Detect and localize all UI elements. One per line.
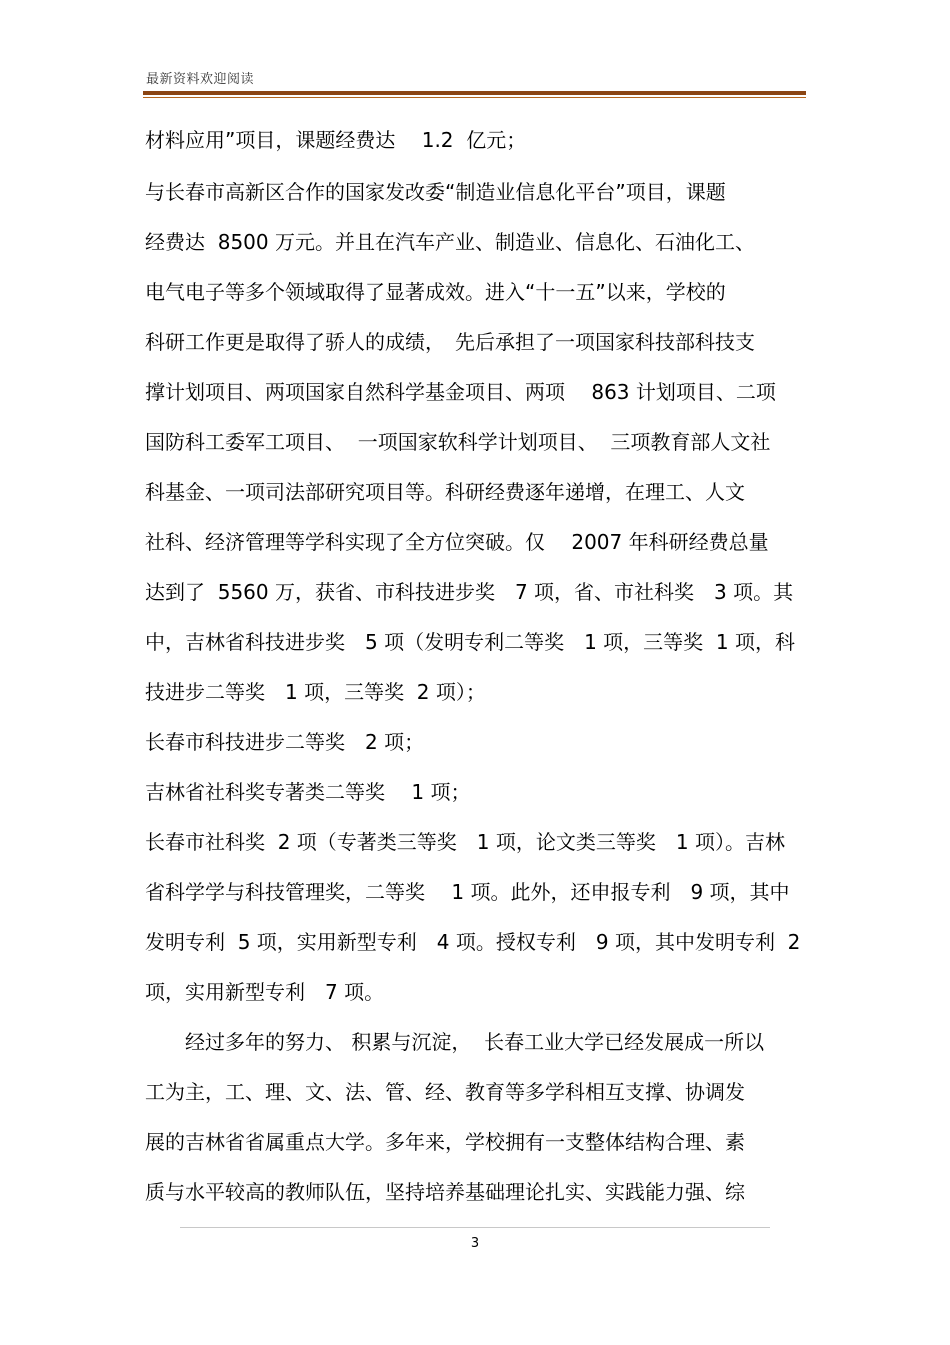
text-line: 撑计划项目、两项国家自然科学基金项目、两项 863 计划项目、二项 (145, 380, 776, 404)
header-title: 最新资料欢迎阅读 (146, 72, 255, 87)
text-line: 质与水平较高的教师队伍，坚持培养基础理论扎实、实践能力强、综 (145, 1180, 745, 1204)
text-line: 长春市社科奖 2 项（专著类三等奖 1 项，论文类三等奖 1 项）。吉林 (145, 830, 785, 854)
page-number: 3 (470, 1236, 480, 1251)
text-line: 吉林省社科奖专著类二等奖 1 项； (145, 780, 471, 804)
text-line: 经过多年的努力、 积累与沉淀， 长春工业大学已经发展成一所以 (145, 1030, 765, 1054)
text-line: 项，实用新型专利 7 项。 (145, 980, 385, 1004)
text-line: 长春市科技进步二等奖 2 项； (145, 730, 425, 754)
text-line: 材料应用”项目，课题经费达 1.2 亿元； (145, 128, 527, 152)
text-line: 达到了 5560 万，获省、市科技进步奖 7 项，省、市社科奖 3 项。其 (145, 580, 794, 604)
text-line: 经费达 8500 万元。并且在汽车产业、制造业、信息化、石油化工、 (145, 230, 755, 254)
text-line: 展的吉林省省属重点大学。多年来，学校拥有一支整体结构合理、素 (145, 1130, 745, 1154)
text-line: 社科、经济管理等学科实现了全方位突破。仅 2007 年科研经费总量 (145, 530, 769, 554)
text-line: 发明专利 5 项，实用新型专利 4 项。授权专利 9 项，其中发明专利 2 (145, 930, 801, 954)
text-line: 省科学学与科技管理奖，二等奖 1 项。此外，还申报专利 9 项，其中 (145, 880, 790, 904)
text-line: 中，吉林省科技进步奖 5 项（发明专利二等奖 1 项，三等奖 1 项，科 (145, 630, 795, 654)
text-line: 电气电子等多个领域取得了显著成效。进入“十一五”以来，学校的 (145, 280, 726, 304)
footer-divider (180, 1227, 770, 1228)
text-line: 国防科工委军工项目、 一项国家软科学计划项目、 三项教育部人文社 (145, 430, 771, 454)
text-line: 与长春市高新区合作的国家发改委“制造业信息化平台”项目，课题 (145, 180, 726, 204)
text-line: 科研工作更是取得了骄人的成绩， 先后承担了一项国家科技部科技支 (145, 330, 755, 354)
text-line: 科基金、一项司法部研究项目等。科研经费逐年递增，在理工、人文 (145, 480, 745, 504)
text-line: 工为主，工、理、文、法、管、经、教育等多学科相互支撑、协调发 (145, 1080, 745, 1104)
text-line: 技进步二等奖 1 项，三等奖 2 项）； (145, 680, 486, 704)
